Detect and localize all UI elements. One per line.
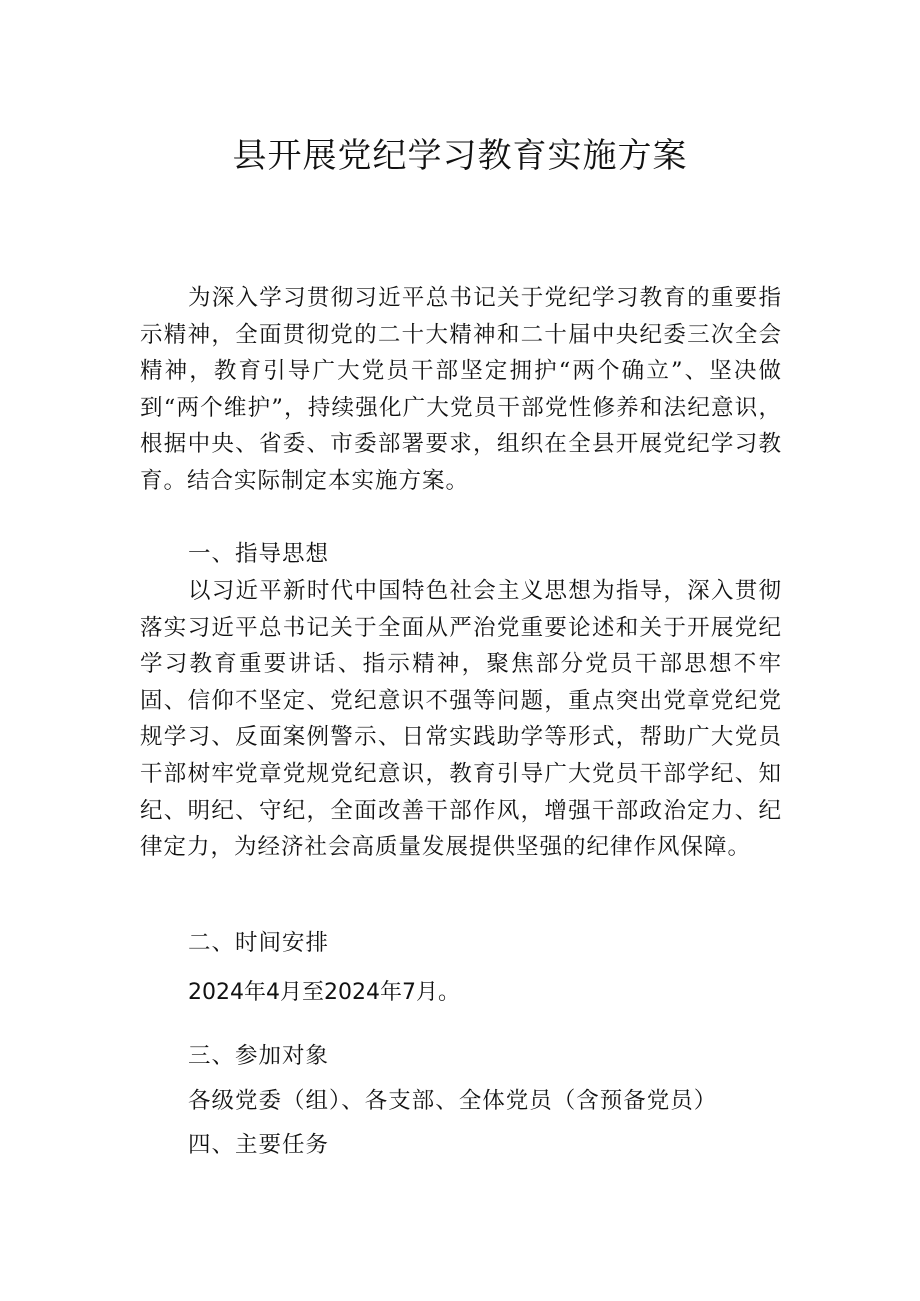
section-heading-main-tasks: 四、主要任务 [188, 1132, 330, 1158]
schedule-text: 2024年4月至2024年7月。 [188, 980, 460, 1005]
section-heading-participants: 三、参加对象 [188, 1043, 330, 1069]
guiding-ideology-paragraph: 以习近平新时代中国特色社会主义思想为指导，深入贯彻落实习近平总书记关于全面从严治党重要论述和关于开展党纪学习教育重要讲话、指示精神，聚焦部分党员干部思想不牢固、信仰不坚定、党纪意识不强等问题，重点突出党章党纪党规学习、反面案例警示、日常实践助学等形式，帮助广大党员干部树牢党章党规党纪意识，教育引导广大党员干部学纪、知纪、明纪、守纪，全面改善干部作风，增强干部政治定力、纪律定力，为经济社会高质量发展提供坚强的纪律作风保障。 [140, 578, 782, 861]
intro-paragraph: 为深入学习贯彻习近平总书记关于党纪学习教育的重要指示精神，全面贯彻党的二十大精神和二十届中央纪委三次全会精神，教育引导广大党员干部坚定拥护“两个确立”、坚决做到“两个维护”，持续强化广大党员干部党性修养和法纪意识，根据中央、省委、市委部署要求，组织在全县开展党纪学习教育。结合实际制定本实施方案。 [140, 285, 782, 494]
section-heading-guiding-ideology: 一、指导思想 [188, 541, 330, 567]
participants-text: 各级党委（组）、各支部、全体党员（含预备党员） [188, 1088, 718, 1114]
document-title: 县开展党纪学习教育实施方案 [232, 136, 688, 176]
section-heading-schedule: 二、时间安排 [188, 930, 330, 956]
